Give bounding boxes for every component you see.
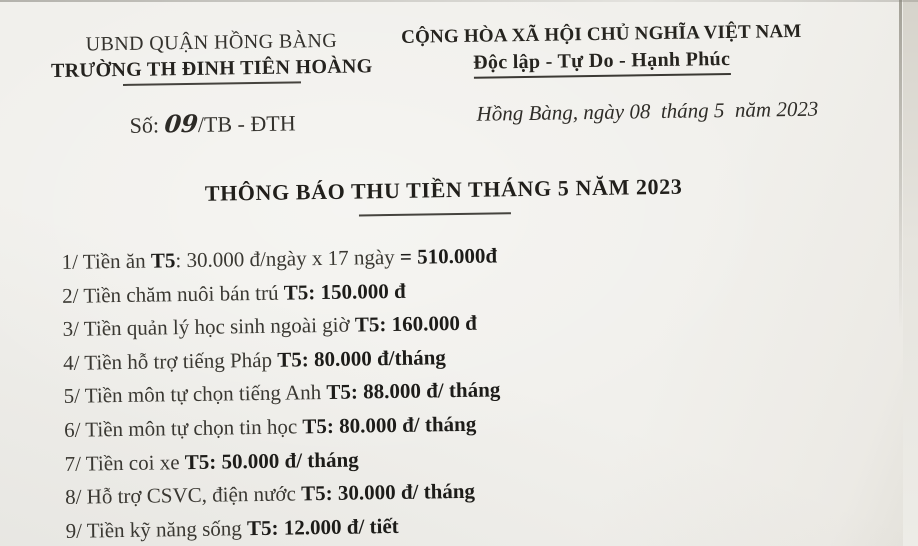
fee-amount: T5: 160.000 đ [354,310,477,337]
document-number-handwritten: 09 [163,108,200,139]
fee-amount: T5: 88.000 đ/ tháng [326,377,501,405]
fee-amount: T5: 50.000 đ/ tháng [184,447,359,474]
fee-amount: T5: 80.000 đ/tháng [277,344,447,372]
fee-label: 9/ Tiền kỹ năng sống [65,515,248,543]
school-name-underline [123,81,301,86]
paper-edge-line [899,0,902,330]
fee-amount: T5: 80.000 đ/ tháng [302,411,477,439]
document-number-suffix: /TB - ĐTH [197,110,296,137]
school-name: TRƯỜNG TH ĐINH TIÊN HOÀNG [50,55,373,83]
fee-amount: T5 [150,248,176,273]
fee-label: 2/ Tiền chăm nuôi bán trú [61,280,284,308]
fee-line-8 [65,475,502,515]
notice-title-underline [359,212,511,216]
fee-amount: T5: 150.000 đ [283,278,406,305]
fee-label: 1/ Tiền ăn [61,248,152,274]
fee-amount: T5: 12.000 đ/ tiết [246,513,399,540]
document-number [32,106,392,140]
national-motto-wrap [372,46,832,80]
national-motto: Độc lập - Tự Do - Hạnh Phúc [473,48,730,79]
fee-label: : 30.000 đ/ngày x 17 ngày [175,244,401,273]
issuing-authority: UBND QUẬN HỒNG BÀNG [85,29,338,56]
fee-label: 4/ Tiền hỗ trợ tiếng Pháp [62,347,278,375]
fee-label: 5/ Tiền môn tự chọn tiếng Anh [63,380,327,409]
fee-list [61,239,502,546]
paper-edge-shading [903,0,918,546]
place-date-line: Hồng Bàng, ngày 08 tháng 5 năm 2023 [476,96,819,126]
fee-line-9 [65,508,502,546]
fee-amount: = 510.000đ [399,243,498,269]
national-title: CỘNG HÒA XÃ HỘI CHỦ NGHĨA VIỆT NAM [400,20,802,48]
fee-label: 7/ Tiền coi xe [64,449,185,476]
fee-line-1 [61,239,498,279]
header-left [31,29,393,140]
header-right [400,20,877,128]
fee-amount: T5: 30.000 đ/ tháng [300,478,476,506]
fee-label: 6/ Tiền môn tự chọn tin học [63,414,303,442]
fee-line-6 [64,407,501,447]
notice-title: THÔNG BÁO THU TIỀN THÁNG 5 NĂM 2023 [204,173,683,206]
document-number-label: Số: [129,112,165,138]
fee-label: 8/ Hỗ trợ CSVC, điện nước [64,481,302,510]
photo-top-edge [0,0,918,2]
fee-label: 3/ Tiền quản lý học sinh ngoài giờ [62,312,356,342]
